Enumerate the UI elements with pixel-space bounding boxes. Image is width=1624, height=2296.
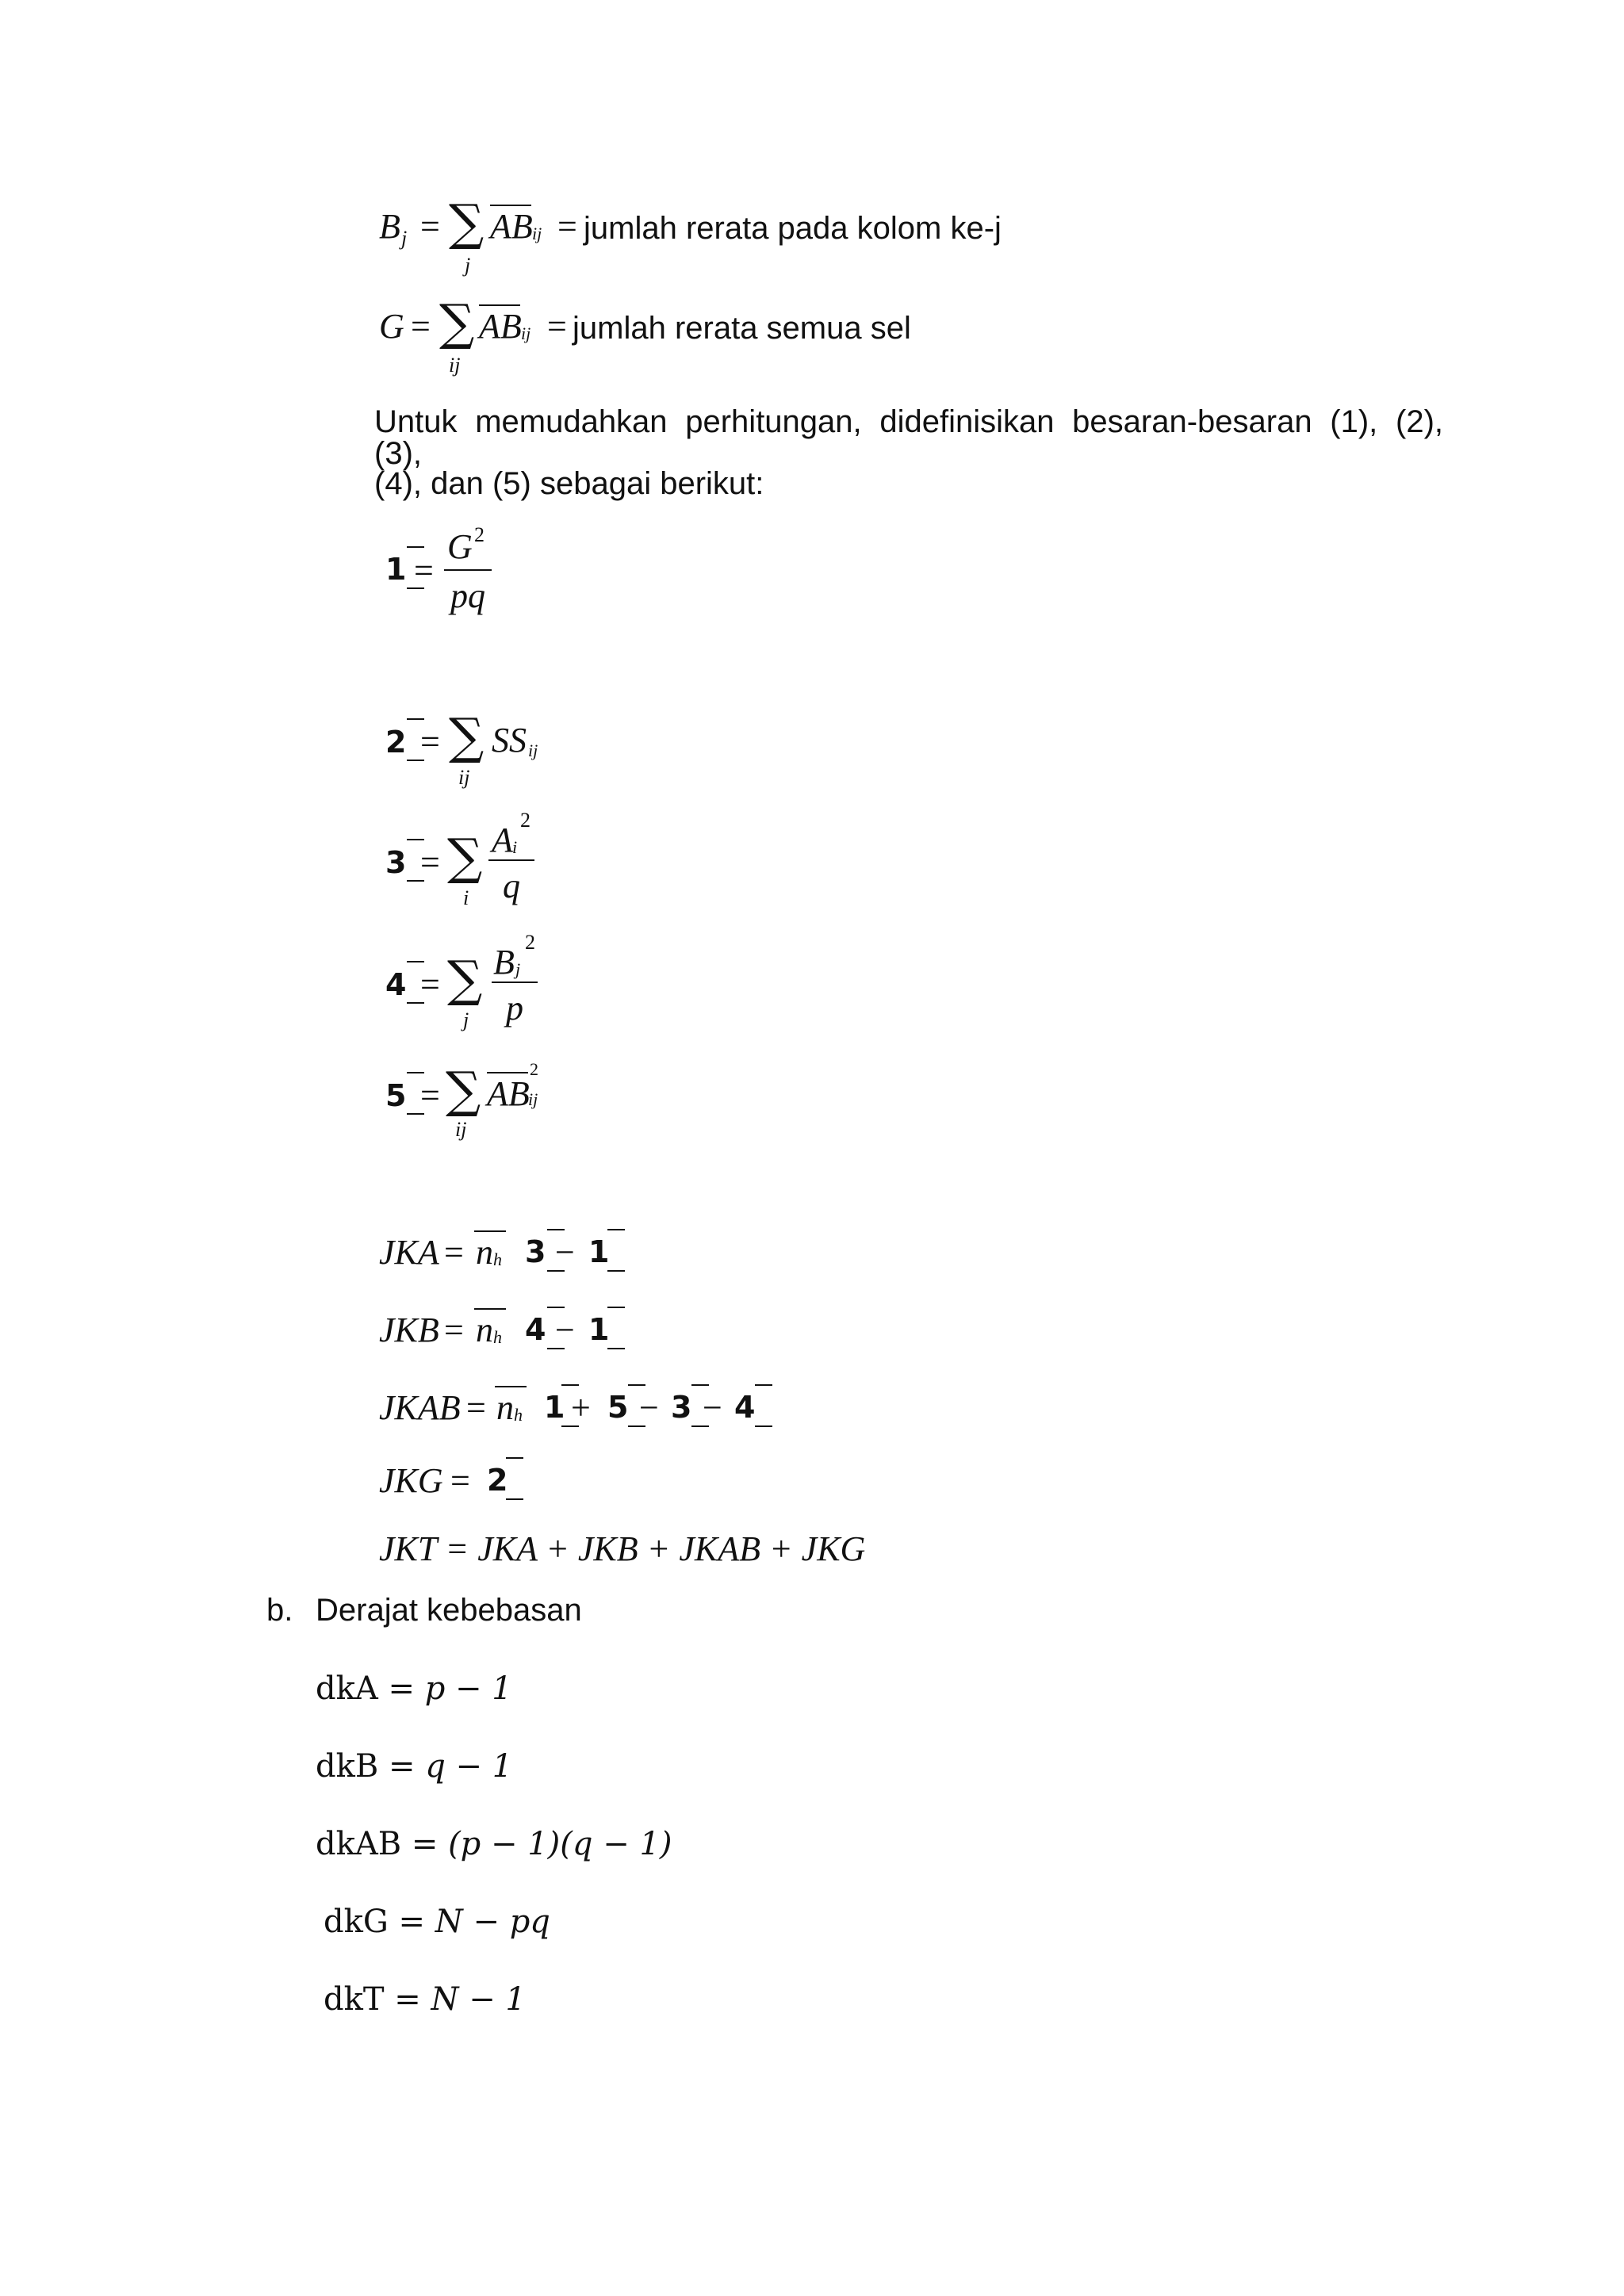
overline-bar [479,304,520,306]
quantity-ref: 5 [607,1390,629,1425]
dof-dkab [316,1828,672,1860]
overline-bar [474,1308,506,1310]
g-sigma-subscript: ij [449,354,461,377]
equation-equals: = [444,1233,464,1272]
quantity-label: 2 [385,725,407,760]
dof-equals: = [411,1826,439,1862]
bracket-top-mark [607,1307,625,1308]
quantity-term: AB [487,1074,530,1113]
numerator-subscript: i [512,837,518,857]
fraction-bar [488,859,534,861]
sigma-symbol: ∑ [446,1061,481,1119]
quantity-equals: = [420,965,440,1004]
fraction-denominator: p [506,989,523,1027]
dof-name: dkAB [316,1826,402,1862]
paragraph-line-1: Untuk memudahkan perhitungan, didefinisikan besaran-besaran (1), (2), (3), [374,404,1443,471]
bj-description: jumlah rerata pada kolom ke-j [584,211,1002,246]
g-term-subscript: ij [521,323,531,343]
fraction-denominator: q [503,867,520,905]
quantity-ref: 1 [588,1234,610,1269]
quantity-ref: 4 [734,1390,756,1425]
bracket-top-mark [407,718,424,720]
quantity-equals: = [420,722,440,761]
dof-expression: p − 1 [424,1670,512,1707]
equation-equals: = [450,1461,470,1500]
bj-lhs-subscript: j [401,227,408,250]
quantity-equals: = [420,1076,440,1115]
equation-lhs: JKB [379,1311,439,1349]
g-equals-2: = [547,307,567,346]
numerator-superscript: 2 [474,523,485,546]
dof-dkt [324,1981,526,2018]
bracket-top-mark [547,1307,565,1308]
dof-name: dkA [316,1670,378,1707]
dof-expression: q − 1 [425,1748,513,1785]
sigma-subscript: ij [455,1118,467,1141]
dof-dkb [316,1748,513,1785]
bracket-top-mark [607,1229,625,1230]
n-harmonic: n [476,1311,493,1349]
equation-equals: = [444,1311,464,1349]
fraction-numerator: B [493,943,515,982]
bj-equals-2: = [557,207,577,246]
overline-bar [495,1386,527,1387]
dof-equals: = [388,1670,415,1707]
quantity-ref: 1 [588,1312,610,1347]
n-subscript: h [493,1249,502,1269]
dof-dka [316,1670,512,1707]
fraction-denominator: pq [450,576,485,615]
quantity-label: 5 [385,1078,407,1113]
operator: − [555,1233,575,1272]
bracket-top-mark [561,1384,579,1386]
numerator-subscript: j [515,959,521,979]
fraction-numerator: A [492,821,513,859]
sigma-subscript: ij [458,766,470,789]
dof-equals: = [398,1904,426,1940]
bracket-top-mark [407,961,424,962]
sigma-symbol: ∑ [449,707,485,765]
dof-equals: = [394,1981,421,2018]
bj-lhs: B [379,207,400,246]
dof-name: dkB [316,1748,379,1785]
quantity-ref: 1 [544,1390,565,1425]
bracket-top-mark [407,839,424,840]
bracket-top-mark [628,1384,645,1386]
dof-name: dkG [324,1904,389,1940]
quantity-ref: 4 [525,1312,546,1347]
quantity-label: 3 [385,845,407,880]
operator: + [571,1388,591,1427]
dof-equals: = [388,1748,416,1785]
sigma-symbol: ∑ [447,950,483,1008]
bj-term-subscript: ij [532,224,542,243]
paragraph-line-2: (4), dan (5) sebagai berikut: [374,466,764,501]
g-equals: = [411,307,431,346]
term-subscript: ij [528,740,538,760]
jkt-equation: JKT = JKA + JKB + JKAB + JKG [379,1529,866,1568]
section-marker: b. [266,1593,293,1628]
bracket-top-mark [691,1384,709,1386]
dof-expression: N − 1 [431,1981,526,2018]
sigma-subscript: j [463,1008,469,1031]
numerator-superscript: 2 [525,931,535,954]
quantity-ref: 3 [671,1390,692,1425]
operator: − [555,1311,575,1349]
bracket-bottom-mark [607,1348,625,1349]
operator: − [703,1388,722,1427]
bracket-bottom-mark [506,1498,523,1500]
bj-term: AB [490,207,533,246]
bj-sigma-subscript: j [465,254,471,277]
bracket-top-mark [506,1457,523,1459]
fraction-numerator: G [447,527,473,566]
quantity-equals: = [420,843,440,882]
bracket-top-mark [407,1072,424,1073]
sigma-symbol: ∑ [449,193,485,251]
g-term: AB [479,307,522,346]
g-lhs: G [379,307,404,346]
bracket-bottom-mark [607,1270,625,1272]
operator: − [639,1388,659,1427]
n-harmonic: n [496,1388,514,1427]
fraction-bar [492,982,538,983]
bracket-top-mark [547,1229,565,1230]
sigma-symbol: ∑ [447,828,483,886]
overline-bar [490,205,531,206]
dof-dkg [324,1906,550,1938]
n-subscript: h [514,1405,523,1425]
equation-equals: = [466,1388,486,1427]
bracket-top-mark [407,546,424,548]
quantity-equals: = [414,551,434,590]
g-description: jumlah rerata semua sel [573,311,911,346]
equation-lhs: JKG [379,1461,443,1500]
term-subscript: ij [528,1089,538,1109]
dof-name: dkT [324,1981,385,2018]
n-harmonic: n [476,1233,493,1272]
sigma-subscript: i [463,886,469,909]
section-title: Derajat kebebasan [316,1593,582,1628]
dof-expression: (p − 1)(q − 1) [448,1826,672,1862]
sigma-symbol: ∑ [439,293,475,351]
bj-equals: = [420,207,440,246]
n-subscript: h [493,1327,502,1347]
quantity-ref: 2 [487,1463,508,1498]
fraction-bar [444,569,492,571]
overline-bar [487,1072,528,1073]
term-superscript: 2 [530,1059,538,1079]
quantity-label: 4 [385,967,407,1002]
quantity-term: SS [492,721,527,760]
numerator-superscript: 2 [520,809,530,832]
equation-lhs: JKA [379,1233,439,1272]
quantity-ref: 3 [525,1234,546,1269]
bracket-top-mark [755,1384,772,1386]
overline-bar [474,1230,506,1232]
equation-lhs: JKAB [379,1388,461,1427]
bracket-bottom-mark [755,1425,772,1427]
dof-expression: N − pq [435,1904,550,1940]
quantity-label: 1 [385,552,407,587]
